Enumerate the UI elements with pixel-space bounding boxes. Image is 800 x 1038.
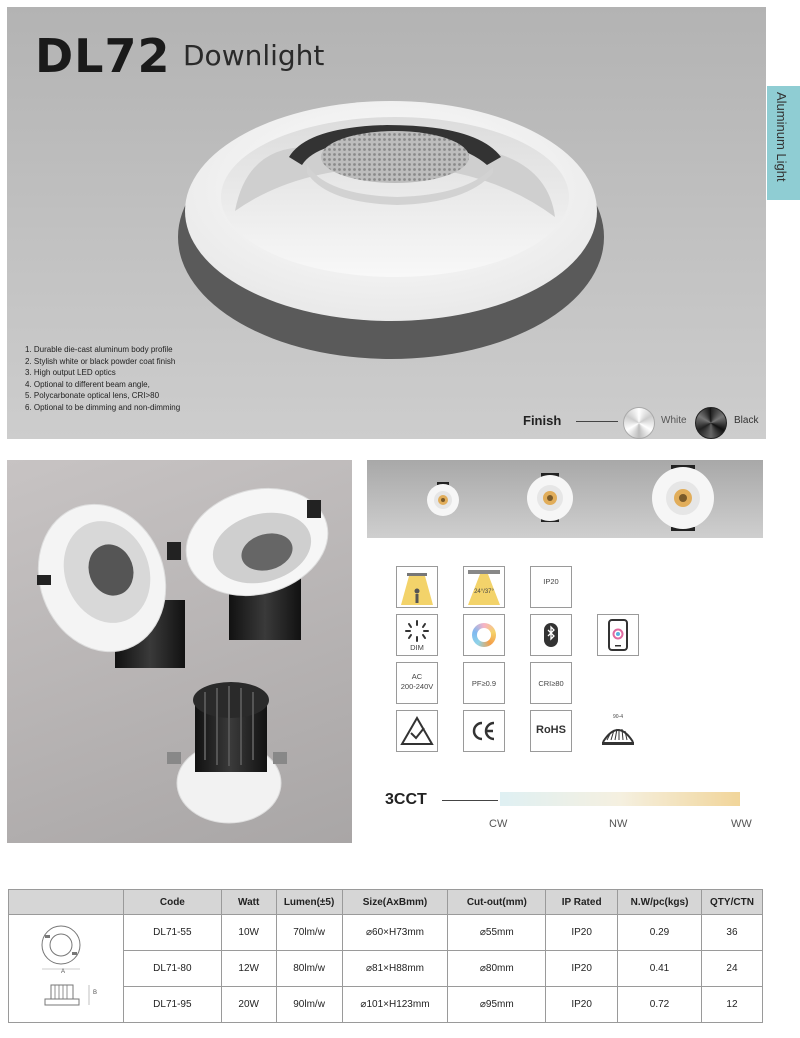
cell-weight: 0.41	[618, 951, 702, 987]
cell-lumen: 70lm/w	[276, 915, 342, 951]
beam-angle-value: 24°/37°	[474, 589, 494, 595]
feature-item: 3. High output LED optics	[25, 368, 116, 377]
power-factor-icon	[463, 662, 505, 704]
cell-weight: 0.72	[618, 987, 702, 1023]
feature-item: 1. Durable die-cast aluminum body profile	[25, 345, 173, 354]
dimmable-label: DIM	[410, 643, 424, 652]
cct-cool-white-label: CW	[489, 818, 508, 830]
fire-rated-label: 90-4	[612, 714, 623, 720]
feature-item: 6. Optional to be dimming and non-dimming	[25, 402, 181, 412]
cell-qty: 12	[701, 987, 762, 1023]
column-header: Lumen(±5)	[276, 890, 342, 915]
product-model: DL72	[35, 29, 171, 83]
ce-certification-icon	[463, 710, 505, 752]
product-subtitle: Downlight	[183, 39, 325, 72]
cell-size: ⌀60×H73mm	[342, 915, 448, 951]
cell-ip: IP20	[546, 915, 618, 951]
cct-neutral-white-label: NW	[609, 818, 628, 830]
cell-ip: IP20	[546, 951, 618, 987]
voltage-line1: AC	[411, 672, 423, 681]
voltage-line2: 200-240V	[400, 682, 434, 691]
size-variants-strip	[367, 460, 763, 538]
finish-white-label: White	[661, 415, 687, 426]
column-header: Watt	[221, 890, 276, 915]
feature-item: 5. Polycarbonate optical lens, CRI>80	[25, 391, 160, 400]
finish-label: Finish	[523, 413, 562, 428]
cell-lumen: 80lm/w	[276, 951, 342, 987]
voltage-icon	[396, 662, 438, 704]
cell-cutout: ⌀55mm	[448, 915, 546, 951]
finish-divider	[576, 421, 618, 422]
table-header-row	[9, 890, 763, 915]
power-factor-value: PF≥0.9	[471, 679, 497, 688]
dimmable-icon	[396, 614, 438, 656]
spec-table	[8, 889, 763, 1023]
rohs-certification-icon	[530, 710, 572, 752]
cell-size: ⌀81×H88mm	[342, 951, 448, 987]
cell-qty: 36	[701, 915, 762, 951]
column-header: IP Rated	[546, 890, 618, 915]
feature-item: 4. Optional to different beam angle,	[25, 379, 150, 389]
lighting-scene-icon	[396, 566, 438, 608]
dimension-label-a: A	[61, 969, 66, 975]
finish-selector	[523, 405, 763, 439]
feature-item: 2. Stylish white or black powder coat finish	[25, 356, 176, 366]
cell-watt: 12W	[221, 951, 276, 987]
column-header: N.W/pc(kgs)	[618, 890, 702, 915]
cell-lumen: 90lm/w	[276, 987, 342, 1023]
column-header: Cut-out(mm)	[448, 890, 546, 915]
saa-certification-icon	[396, 710, 438, 752]
fire-rated-icon	[597, 710, 639, 752]
cell-cutout: ⌀80mm	[448, 951, 546, 987]
cri-value: CRI≥80	[538, 679, 564, 688]
cct-gradient-bar	[500, 792, 740, 806]
category-side-tab	[767, 86, 800, 200]
feature-list	[25, 344, 180, 413]
cell-code: DL71-95	[123, 987, 221, 1023]
cct-divider	[442, 800, 498, 801]
cct-label: 3CCT	[385, 791, 427, 808]
category-label: Aluminum Light	[774, 92, 789, 182]
cct-warm-white-label: WW	[731, 818, 752, 830]
size-variants-image	[367, 460, 763, 538]
downlight-product-group-image	[7, 460, 352, 843]
hero-banner	[7, 7, 766, 439]
color-ring-center	[477, 628, 491, 642]
cell-cutout: ⌀95mm	[448, 987, 546, 1023]
white-finish-swatch-icon	[623, 407, 655, 439]
column-header: Size(AxBmm)	[342, 890, 448, 915]
cell-watt: 10W	[221, 915, 276, 951]
ip-rating-value: IP20	[543, 577, 559, 586]
ip-rating-icon	[530, 566, 572, 608]
cell-size: ⌀101×H123mm	[342, 987, 448, 1023]
dimension-drawing	[9, 915, 124, 1023]
cell-watt: 20W	[221, 987, 276, 1023]
product-photo	[7, 460, 352, 843]
color-wheel-icon	[463, 614, 505, 656]
cell-code: DL71-80	[123, 951, 221, 987]
cri-icon	[530, 662, 572, 704]
dimension-drawing-image	[9, 915, 122, 1019]
black-finish-swatch-icon	[695, 407, 727, 439]
cell-code: DL71-55	[123, 915, 221, 951]
rohs-label: RoHS	[536, 724, 566, 736]
bluetooth-icon	[530, 614, 572, 656]
beam-angle-icon	[463, 566, 505, 608]
smartphone-app-icon	[597, 614, 639, 656]
table-row	[9, 915, 763, 951]
cell-qty: 24	[701, 951, 762, 987]
cell-ip: IP20	[546, 987, 618, 1023]
drawing-header	[9, 890, 124, 915]
column-header: QTY/CTN	[701, 890, 762, 915]
dimension-label-b: B	[93, 990, 98, 996]
column-header: Code	[123, 890, 221, 915]
cell-weight: 0.29	[618, 915, 702, 951]
finish-black-label: Black	[734, 415, 759, 426]
